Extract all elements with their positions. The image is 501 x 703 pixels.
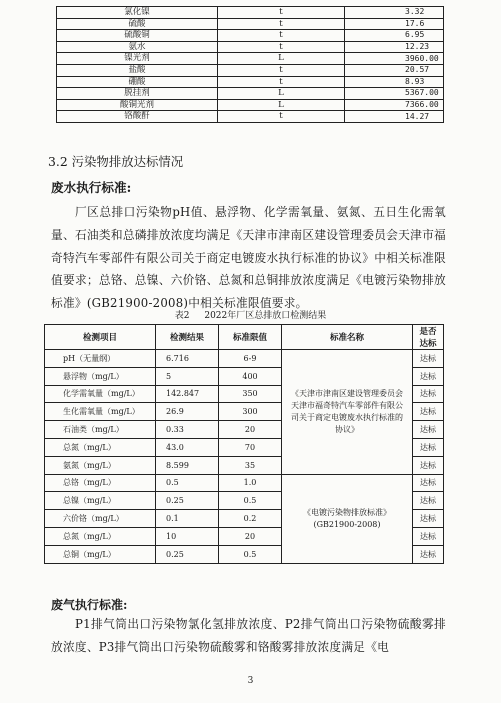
standard-limit: 400 <box>219 367 282 385</box>
test-result: 8.599 <box>156 456 219 474</box>
material-amount: 6.95 <box>345 30 444 42</box>
material-name: 氨水 <box>57 41 218 53</box>
material-amount: 7366.00 <box>345 99 444 111</box>
material-amount: 17.6 <box>345 18 444 30</box>
table-row <box>57 99 444 111</box>
test-item: 化学需氧量（mg/L） <box>45 385 156 403</box>
test-item: 总氮（mg/L） <box>45 527 156 545</box>
test-item: 总铜（mg/L） <box>45 545 156 563</box>
header-standard: 标准名称 <box>282 325 413 350</box>
standard-limit: 20 <box>219 421 282 439</box>
test-item: 总镍（mg/L） <box>45 492 156 510</box>
material-unit: L <box>218 88 345 100</box>
table-row <box>45 350 444 368</box>
discharge-results-table <box>44 324 444 564</box>
material-unit: L <box>218 53 345 65</box>
table-row <box>57 88 444 100</box>
standard-limit: 0.5 <box>219 545 282 563</box>
material-amount: 5367.00 <box>345 88 444 100</box>
standard-limit: 6-9 <box>219 350 282 368</box>
pass-status: 达标 <box>413 421 444 439</box>
test-item: 总铬（mg/L） <box>45 474 156 492</box>
water-standard-paragraph: 厂区总排口污染物pH值、悬浮物、化学需氧量、氨氮、五日生化需氧量、石油类和总磷排放浓度均满足《天津市津南区建设管理委员会天津市福奇特汽车零部件有限公司关于商定电镀废水执行标准的协议》中相关标准限值要求；总铬、总镍、六价铬、总氮和总铜排放浓度满足《电镀污染物排放标准》(GB21900-2008)中相关标准限值要求。 <box>51 205 446 311</box>
test-item: 生化需氧量（mg/L） <box>45 403 156 421</box>
table-row <box>57 7 444 19</box>
pass-status: 达标 <box>413 385 444 403</box>
material-name: 氯化镍 <box>57 7 218 19</box>
material-amount: 3960.00 <box>345 53 444 65</box>
test-result: 10 <box>156 527 219 545</box>
pass-status: 达标 <box>413 367 444 385</box>
material-name: 硫酸 <box>57 18 218 30</box>
table-row <box>57 76 444 88</box>
pass-status: 达标 <box>413 438 444 456</box>
table-row <box>57 41 444 53</box>
material-unit: t <box>218 30 345 42</box>
table-row <box>57 111 444 123</box>
standard-name-agreement: 《天津市津南区建设管理委员会天津市福奇特汽车零部件有限公司关于商定电镀废水执行标准的协议》 <box>282 350 413 475</box>
standard-limit: 0.2 <box>219 510 282 528</box>
standard-limit: 350 <box>219 385 282 403</box>
test-result: 0.33 <box>156 421 219 439</box>
test-result: 0.1 <box>156 510 219 528</box>
material-unit: t <box>218 18 345 30</box>
pass-status: 达标 <box>413 527 444 545</box>
standard-limit: 70 <box>219 438 282 456</box>
air-standard-heading: 废气执行标准: <box>51 598 128 612</box>
material-unit: L <box>218 99 345 111</box>
header-result: 检测结果 <box>156 325 219 350</box>
material-amount: 14.27 <box>345 111 444 123</box>
water-standard-heading: 废水执行标准: <box>51 180 132 195</box>
test-item: pH（无量纲） <box>45 350 156 368</box>
test-item: 石油类（mg/L） <box>45 421 156 439</box>
test-result: 142.847 <box>156 385 219 403</box>
table2-header-row <box>45 325 444 350</box>
material-amount: 8.93 <box>345 76 444 88</box>
material-unit: t <box>218 7 345 19</box>
material-name: 硫酸铜 <box>57 30 218 42</box>
table2-caption-title: 2022年厂区总排放口检测结果 <box>204 311 327 321</box>
test-item: 六价铬（mg/L） <box>45 510 156 528</box>
test-item: 总氮（mg/L） <box>45 438 156 456</box>
table-row <box>57 64 444 76</box>
pass-status: 达标 <box>413 492 444 510</box>
pass-status: 达标 <box>413 510 444 528</box>
header-item: 检测项目 <box>45 325 156 350</box>
material-name: 酸铜光剂 <box>57 99 218 111</box>
pass-status: 达标 <box>413 545 444 563</box>
material-unit: t <box>218 41 345 53</box>
material-unit: t <box>218 76 345 88</box>
table-row <box>57 30 444 42</box>
test-result: 0.25 <box>156 545 219 563</box>
test-item: 悬浮物（mg/L） <box>45 367 156 385</box>
standard-limit: 300 <box>219 403 282 421</box>
page-number: 3 <box>247 676 254 686</box>
material-amount: 20.57 <box>345 64 444 76</box>
table2-caption-number: 表2 <box>174 311 190 321</box>
test-result: 6.716 <box>156 350 219 368</box>
table-row <box>57 53 444 65</box>
standard-name-gb21900: 《电镀污染物排放标准》(GB21900-2008) <box>282 474 413 563</box>
pass-status: 达标 <box>413 456 444 474</box>
table-row <box>57 18 444 30</box>
material-name: 盐酸 <box>57 64 218 76</box>
test-item: 氨氮（mg/L） <box>45 456 156 474</box>
header-limit: 标准限值 <box>219 325 282 350</box>
material-name: 铬酸酐 <box>57 111 218 123</box>
test-result: 5 <box>156 367 219 385</box>
table-row <box>45 474 444 492</box>
test-result: 0.5 <box>156 474 219 492</box>
test-result: 0.25 <box>156 492 219 510</box>
test-result: 26.9 <box>156 403 219 421</box>
pass-status: 达标 <box>413 350 444 368</box>
standard-limit: 1.0 <box>219 474 282 492</box>
standard-limit: 35 <box>219 456 282 474</box>
air-standard-paragraph: P1排气筒出口污染物氯化氢排放浓度、P2排气筒出口污染物硫酸雾排放浓度、P3排气筒出口污染物硫酸雾和铬酸雾排放浓度满足《电 <box>51 617 446 654</box>
material-name: 硼酸 <box>57 76 218 88</box>
pass-status: 达标 <box>413 474 444 492</box>
pass-status: 达标 <box>413 403 444 421</box>
material-unit: t <box>218 111 345 123</box>
material-unit: t <box>218 64 345 76</box>
section-heading: 3.2 污染物排放达标情况 <box>48 154 184 169</box>
material-name: 镍光剂 <box>57 53 218 65</box>
materials-table <box>56 6 444 123</box>
test-result: 43.0 <box>156 438 219 456</box>
table2-caption <box>0 308 501 321</box>
standard-limit: 20 <box>219 527 282 545</box>
material-name: 脱挂剂 <box>57 88 218 100</box>
material-amount: 12.23 <box>345 41 444 53</box>
standard-limit: 0.5 <box>219 492 282 510</box>
header-pass: 是否达标 <box>413 325 444 350</box>
material-amount: 3.32 <box>345 7 444 19</box>
